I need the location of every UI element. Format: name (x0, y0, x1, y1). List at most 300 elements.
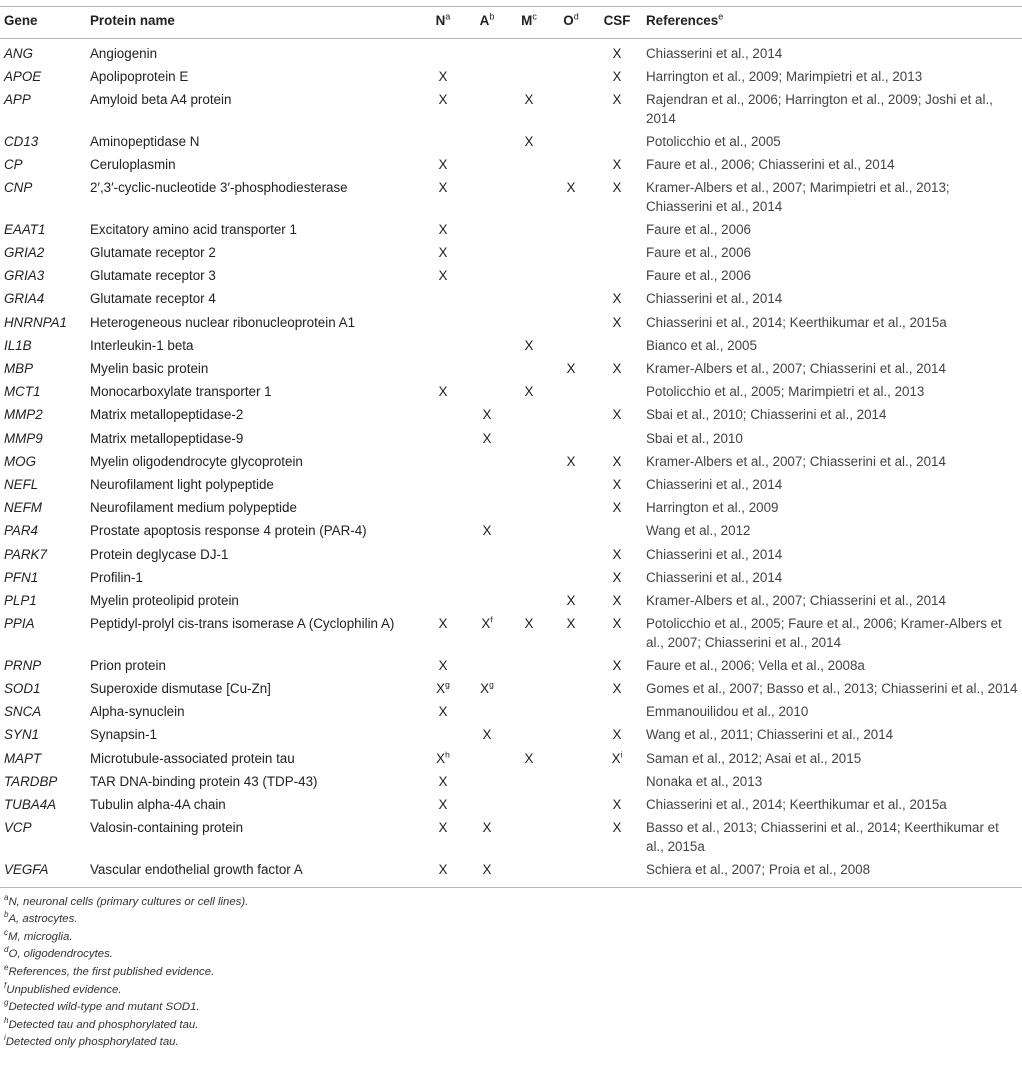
csf-cell: X (612, 68, 622, 84)
csf-cell: X (612, 592, 622, 608)
protein-cell: Profilin-1 (90, 569, 143, 585)
csf-cell (592, 427, 642, 450)
oligodendrocyte-cell (550, 65, 592, 88)
footnote: $^b$A, astrocytes. (4, 910, 78, 926)
oligodendrocyte-cell (550, 474, 592, 497)
oligodendrocyte-cell (550, 265, 592, 288)
protein-cell: Neurofilament medium polypeptide (90, 500, 297, 516)
table-row (0, 404, 1022, 427)
protein-cell: Superoxide dismutase [Cu-Zn] (90, 681, 271, 697)
oligodendrocyte-cell (550, 311, 592, 334)
astrocyte-cell (466, 381, 508, 404)
neuron-cell: X (438, 616, 448, 632)
oligodendrocyte-cell (550, 678, 592, 701)
gene-cell: CD13 (4, 133, 39, 149)
oligodendrocyte-cell: X (566, 361, 576, 377)
csf-cell: X (612, 453, 622, 469)
gene-cell: PAR4 (4, 523, 38, 539)
table-row (0, 794, 1022, 817)
oligodendrocyte-cell (550, 242, 592, 265)
gene-cell: MMP2 (4, 407, 43, 423)
protein-cell: Apolipoprotein E (90, 68, 189, 84)
table-row (0, 130, 1022, 153)
microglia-cell (508, 724, 550, 747)
protein-cell: Synapsin-1 (90, 727, 157, 743)
protein-cell: Matrix metallopeptidase-2 (90, 407, 244, 423)
protein-cell: Heterogeneous nuclear ribonucleoprotein A1 (90, 314, 356, 330)
protein-cell: 2′,3′-cyclic-nucleotide 3′-phosphodiesterase (90, 180, 348, 196)
neuron-cell: $X^g$ (436, 679, 450, 697)
neuron-cell: X (438, 268, 448, 284)
astrocyte-cell (466, 288, 508, 311)
neuron-cell: X (438, 156, 448, 172)
protein-cell: Peptidyl-prolyl cis-trans isomerase A (Cyclophilin A) (90, 616, 395, 632)
gene-cell: PPIA (4, 616, 35, 632)
references-cell: Potolicchio et al., 2005; Faure et al., 2006; Kramer-Albers et al., 2007; Chiasserini et al., 2014 (646, 616, 1002, 650)
footnotes (0, 888, 1022, 1052)
astrocyte-cell (466, 358, 508, 381)
astrocyte-cell (466, 655, 508, 678)
table-row (0, 381, 1022, 404)
references-cell: Sbai et al., 2010; Chiasserini et al., 2014 (646, 407, 887, 423)
table-row (0, 613, 1022, 655)
gene-cell: ANG (4, 45, 34, 61)
gene-cell: CNP (4, 180, 33, 196)
table-row (0, 520, 1022, 543)
header-o: $O^d$ (550, 7, 592, 39)
oligodendrocyte-cell: X (566, 453, 576, 469)
references-cell: Basso et al., 2013; Chiasserini et al., 2014; Keerthikumar et al., 2015a (646, 820, 999, 854)
microglia-cell (508, 242, 550, 265)
protein-cell: Excitatory amino acid transporter 1 (90, 221, 297, 237)
table-row (0, 701, 1022, 724)
table-row (0, 335, 1022, 358)
neuron-cell (420, 474, 466, 497)
protein-cell: Microtubule-associated protein tau (90, 750, 295, 766)
microglia-cell (508, 450, 550, 473)
microglia-cell (508, 404, 550, 427)
oligodendrocyte-cell (550, 219, 592, 242)
astrocyte-cell: X (466, 859, 508, 887)
gene-cell: NEFL (4, 476, 39, 492)
references-cell: Nonaka et al., 2013 (646, 773, 763, 789)
neuron-cell (420, 520, 466, 543)
csf-cell: X (612, 616, 622, 632)
oligodendrocyte-cell (550, 655, 592, 678)
header-gene: Gene (0, 7, 86, 39)
gene-cell: MMP9 (4, 430, 43, 446)
protein-cell: Matrix metallopeptidase-9 (90, 430, 244, 446)
references-cell: Kramer-Albers et al., 2007; Marimpietri et al., 2013; Chiasserini et al., 2014 (646, 180, 950, 214)
neuron-cell: X (438, 384, 448, 400)
table-row (0, 450, 1022, 473)
table-row (0, 724, 1022, 747)
table-row (0, 497, 1022, 520)
table-row (0, 154, 1022, 177)
table-row (0, 177, 1022, 219)
protein-cell: Myelin proteolipid protein (90, 592, 239, 608)
csf-cell (592, 771, 642, 794)
astrocyte-cell (466, 497, 508, 520)
csf-cell: X (612, 156, 622, 172)
neuron-cell (420, 130, 466, 153)
microglia-cell: X (524, 750, 534, 766)
footnote: $^f$Unpublished evidence. (4, 980, 122, 996)
csf-cell: X (612, 91, 622, 107)
astrocyte-cell (466, 311, 508, 334)
references-cell: Harrington et al., 2009; Marimpietri et al., 2013 (646, 68, 923, 84)
microglia-cell (508, 219, 550, 242)
protein-cell: Monocarboxylate transporter 1 (90, 384, 272, 400)
astrocyte-cell: X (482, 820, 492, 836)
csf-cell: X (612, 45, 622, 61)
csf-cell: X (612, 681, 622, 697)
neuron-cell: X (438, 68, 448, 84)
neuron-cell: X (438, 773, 448, 789)
footnote: $^d$O, oligodendrocytes. (4, 945, 113, 961)
csf-cell: X (612, 546, 622, 562)
csf-cell: X (612, 314, 622, 330)
table-row (0, 65, 1022, 88)
oligodendrocyte-cell (550, 817, 592, 859)
references-cell: Chiasserini et al., 2014 (646, 476, 783, 492)
protein-cell: TAR DNA-binding protein 43 (TDP-43) (90, 773, 318, 789)
references-cell: Emmanouilidou et al., 2010 (646, 704, 809, 720)
table-row (0, 590, 1022, 613)
microglia-cell (508, 701, 550, 724)
protein-cell: Amyloid beta A4 protein (90, 91, 232, 107)
neuron-cell: X (438, 820, 448, 836)
table-row (0, 566, 1022, 589)
oligodendrocyte-cell: X (566, 592, 576, 608)
references-cell: Chiasserini et al., 2014 (646, 291, 783, 307)
table-body (0, 38, 1022, 887)
gene-cell: VEGFA (0, 859, 86, 887)
references-cell: Schiera et al., 2007; Proia et al., 2008 (642, 859, 1022, 887)
astrocyte-cell (466, 771, 508, 794)
astrocyte-cell (466, 335, 508, 358)
oligodendrocyte-cell (550, 543, 592, 566)
microglia-cell (508, 474, 550, 497)
csf-cell: X (612, 500, 622, 516)
table-header (0, 7, 1022, 39)
csf-cell: X (612, 361, 622, 377)
microglia-cell (508, 38, 550, 65)
table-row (0, 358, 1022, 381)
microglia-cell (508, 794, 550, 817)
microglia-cell (508, 265, 550, 288)
astrocyte-cell (466, 474, 508, 497)
gene-cell: APP (4, 91, 31, 107)
astrocyte-cell (466, 38, 508, 65)
neuron-cell (420, 427, 466, 450)
table-row (0, 38, 1022, 65)
protein-cell: Glutamate receptor 4 (90, 291, 216, 307)
neuron-cell: X (438, 180, 448, 196)
neuron-cell (420, 724, 466, 747)
astrocyte-cell (466, 450, 508, 473)
gene-cell: APOE (4, 68, 42, 84)
neuron-cell: $X^h$ (436, 749, 450, 766)
table-row (0, 288, 1022, 311)
references-cell: Wang et al., 2011; Chiasserini et al., 2014 (646, 727, 894, 743)
gene-cell: PARK7 (4, 546, 47, 562)
astrocyte-cell (466, 566, 508, 589)
references-cell: Chiasserini et al., 2014; Keerthikumar et al., 2015a (646, 314, 947, 330)
neuron-cell: X (438, 91, 448, 107)
references-cell: Potolicchio et al., 2005; Marimpietri et al., 2013 (646, 384, 925, 400)
references-cell: Kramer-Albers et al., 2007; Chiasserini et al., 2014 (646, 453, 946, 469)
protein-cell: Tubulin alpha-4A chain (90, 797, 226, 812)
protein-cell: Myelin basic protein (90, 361, 209, 377)
table-row (0, 678, 1022, 701)
references-cell: Chiasserini et al., 2014 (646, 569, 783, 585)
csf-cell (592, 130, 642, 153)
astrocyte-cell (466, 130, 508, 153)
microglia-cell (508, 817, 550, 859)
protein-cell: Alpha-synuclein (90, 704, 185, 720)
table-row (0, 474, 1022, 497)
footnote: $^c$M, microglia. (4, 927, 73, 943)
microglia-cell (508, 311, 550, 334)
neuron-cell (420, 311, 466, 334)
oligodendrocyte-cell (550, 404, 592, 427)
csf-cell (592, 520, 642, 543)
header-n: $N^a$ (420, 7, 466, 39)
oligodendrocyte-cell (550, 381, 592, 404)
microglia-cell (508, 427, 550, 450)
astrocyte-cell (466, 747, 508, 770)
protein-cell: Glutamate receptor 3 (90, 268, 216, 284)
gene-cell: GRIA4 (4, 291, 45, 307)
oligodendrocyte-cell (550, 497, 592, 520)
csf-cell: $X^i$ (611, 749, 623, 766)
gene-cell: EAAT1 (4, 221, 46, 237)
protein-cell: Neurofilament light polypeptide (90, 476, 274, 492)
csf-cell (592, 381, 642, 404)
table-row (0, 89, 1022, 131)
references-cell: Faure et al., 2006 (646, 245, 751, 261)
neuron-cell: X (438, 245, 448, 261)
oligodendrocyte-cell (550, 288, 592, 311)
csf-cell (592, 219, 642, 242)
oligodendrocyte-cell (550, 130, 592, 153)
gene-cell: TARDBP (4, 773, 58, 789)
astrocyte-cell (466, 590, 508, 613)
gene-cell: PLP1 (4, 592, 37, 608)
footnote: $^e$References, the first published evidence. (4, 963, 215, 978)
protein-cell: Ceruloplasmin (90, 156, 176, 172)
references-cell: Rajendran et al., 2006; Harrington et al., 2009; Joshi et al., 2014 (646, 91, 993, 126)
references-cell: Faure et al., 2006 (646, 268, 751, 284)
csf-cell: X (612, 291, 622, 307)
header-m: $M^c$ (508, 7, 550, 39)
protein-cell: Protein deglycase DJ-1 (90, 546, 229, 562)
microglia-cell (508, 771, 550, 794)
gene-cell: MAPT (4, 750, 42, 766)
references-cell: Chiasserini et al., 2014 (646, 45, 783, 61)
gene-cell: NEFM (4, 500, 42, 516)
microglia-cell (508, 590, 550, 613)
neuron-cell: X (438, 797, 448, 812)
protein-cell: Prion protein (90, 657, 166, 673)
csf-cell: X (612, 727, 622, 743)
astrocyte-cell (466, 154, 508, 177)
references-cell: Kramer-Albers et al., 2007; Chiasserini et al., 2014 (646, 592, 946, 608)
protein-table (0, 6, 1022, 888)
references-cell: Harrington et al., 2009 (646, 500, 779, 516)
protein-cell: Angiogenin (90, 45, 158, 61)
gene-cell: SNCA (4, 704, 42, 720)
microglia-cell (508, 520, 550, 543)
microglia-cell: X (524, 133, 534, 149)
references-cell: Chiasserini et al., 2014; Keerthikumar et al., 2015a (646, 797, 947, 812)
gene-cell: IL1B (4, 337, 32, 353)
csf-cell: X (612, 569, 622, 585)
gene-cell: MBP (4, 361, 34, 377)
gene-cell: MCT1 (4, 384, 41, 400)
astrocyte-cell (466, 65, 508, 88)
neuron-cell: X (438, 704, 448, 720)
neuron-cell (420, 335, 466, 358)
gene-cell: VCP (4, 820, 32, 836)
gene-cell: PFN1 (4, 569, 39, 585)
astrocyte-cell: X (482, 727, 492, 743)
gene-cell: SYN1 (4, 727, 39, 743)
oligodendrocyte-cell (550, 335, 592, 358)
table-row (0, 771, 1022, 794)
header-row (0, 7, 1022, 39)
gene-cell: TUBA4A (4, 797, 57, 812)
table-row (0, 817, 1022, 859)
oligodendrocyte-cell (550, 520, 592, 543)
protein-cell: Interleukin-1 beta (90, 337, 194, 353)
oligodendrocyte-cell (550, 427, 592, 450)
csf-cell (592, 242, 642, 265)
references-cell: Faure et al., 2006; Chiasserini et al., 2014 (646, 156, 895, 172)
table-row (0, 311, 1022, 334)
references-cell: Gomes et al., 2007; Basso et al., 2013; Chiasserini et al., 2014 (646, 681, 1018, 697)
csf-cell (592, 265, 642, 288)
astrocyte-cell (466, 242, 508, 265)
astrocyte-cell (466, 543, 508, 566)
microglia-cell (508, 65, 550, 88)
astrocyte-cell (466, 265, 508, 288)
table-row (0, 543, 1022, 566)
table-row (0, 427, 1022, 450)
table-row (0, 219, 1022, 242)
table-row (0, 747, 1022, 770)
csf-cell: X (612, 180, 622, 196)
neuron-cell (420, 358, 466, 381)
neuron-cell: X (420, 859, 466, 887)
footnote: $^h$Detected tau and phosphorylated tau. (4, 1015, 199, 1031)
header-a: $A^b$ (466, 7, 508, 39)
oligodendrocyte-cell (550, 566, 592, 589)
header-protein: Protein name (86, 7, 420, 39)
microglia-cell (508, 655, 550, 678)
oligodendrocyte-cell (550, 724, 592, 747)
neuron-cell (420, 566, 466, 589)
microglia-cell (508, 154, 550, 177)
csf-cell (592, 859, 642, 887)
references-cell: Saman et al., 2012; Asai et al., 2015 (646, 750, 862, 766)
microglia-cell (508, 859, 550, 887)
references-cell: Wang et al., 2012 (646, 523, 751, 539)
table-row (0, 242, 1022, 265)
astrocyte-cell: $X^g$ (480, 679, 494, 697)
csf-cell: X (612, 820, 622, 836)
header-references: References$^e$ (642, 7, 1022, 39)
microglia-cell (508, 543, 550, 566)
neuron-cell (420, 38, 466, 65)
references-cell: Sbai et al., 2010 (646, 430, 743, 446)
microglia-cell (508, 288, 550, 311)
references-cell: Kramer-Albers et al., 2007; Chiasserini et al., 2014 (646, 361, 946, 377)
footnote: $^g$Detected wild-type and mutant SOD1. (4, 998, 200, 1014)
microglia-cell (508, 678, 550, 701)
neuron-cell (420, 404, 466, 427)
references-cell: Faure et al., 2006 (646, 221, 751, 237)
microglia-cell: X (524, 91, 534, 107)
astrocyte-cell (466, 794, 508, 817)
oligodendrocyte-cell (550, 154, 592, 177)
microglia-cell (508, 358, 550, 381)
astrocyte-cell (466, 701, 508, 724)
references-cell: Chiasserini et al., 2014 (646, 546, 783, 562)
csf-cell (592, 701, 642, 724)
neuron-cell (420, 543, 466, 566)
gene-cell: PRNP (4, 657, 42, 673)
astrocyte-cell (466, 177, 508, 219)
astrocyte-cell: X (482, 523, 492, 539)
microglia-cell: X (524, 337, 534, 353)
protein-cell: Vascular endothelial growth factor A (86, 859, 420, 887)
csf-cell (592, 335, 642, 358)
protein-cell: Aminopeptidase N (90, 133, 200, 149)
neuron-cell (420, 590, 466, 613)
astrocyte-cell (466, 219, 508, 242)
oligodendrocyte-cell (550, 859, 592, 887)
gene-cell: SOD1 (4, 681, 41, 697)
neuron-cell: X (438, 221, 448, 237)
header-csf: CSF (592, 7, 642, 39)
neuron-cell (420, 450, 466, 473)
gene-cell: HNRNPA1 (4, 314, 67, 330)
protein-cell: Valosin-containing protein (90, 820, 244, 836)
oligodendrocyte-cell (550, 771, 592, 794)
oligodendrocyte-cell (550, 38, 592, 65)
oligodendrocyte-cell (550, 89, 592, 131)
csf-cell: X (612, 657, 622, 673)
table-row (0, 859, 1022, 887)
csf-cell: X (612, 476, 622, 492)
astrocyte-cell: X (482, 430, 492, 446)
neuron-cell (420, 497, 466, 520)
gene-cell: GRIA3 (4, 268, 45, 284)
gene-cell: GRIA2 (4, 245, 45, 261)
footnote: $^i$Detected only phosphorylated tau. (4, 1033, 179, 1049)
astrocyte-cell (466, 89, 508, 131)
gene-cell: CP (4, 156, 23, 172)
neuron-cell: X (438, 657, 448, 673)
oligodendrocyte-cell (550, 701, 592, 724)
oligodendrocyte-cell (550, 794, 592, 817)
microglia-cell: X (524, 616, 534, 632)
oligodendrocyte-cell: X (566, 180, 576, 196)
references-cell: Faure et al., 2006; Vella et al., 2008a (646, 657, 865, 673)
csf-cell: X (612, 407, 622, 423)
